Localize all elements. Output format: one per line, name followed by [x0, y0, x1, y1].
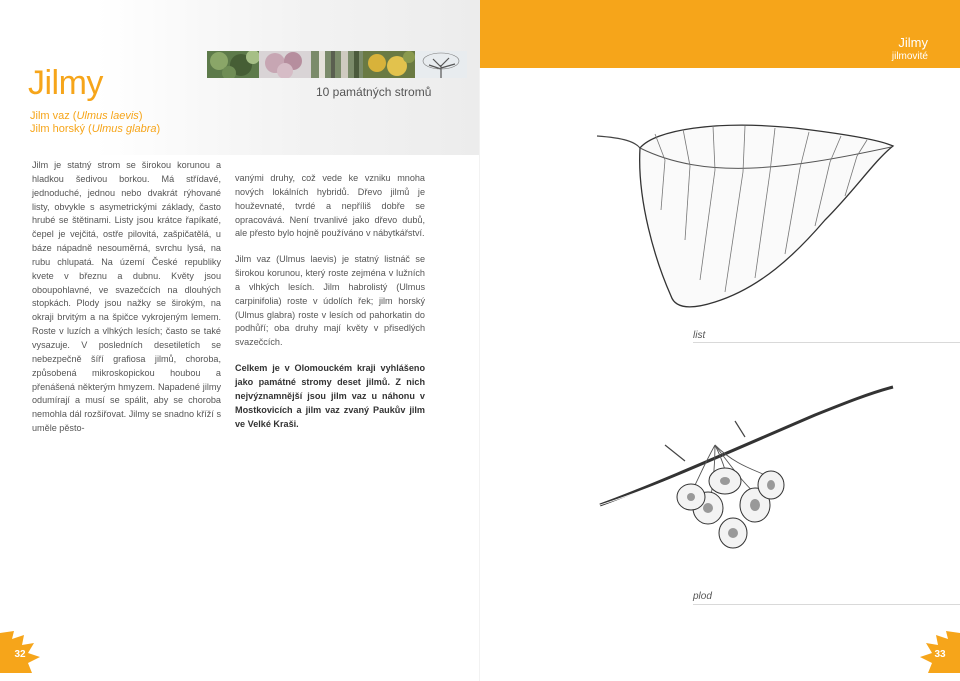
photo-strip: [207, 51, 467, 78]
highlight-paragraph: Celkem je v Olomouckém kraji vyhlášeno jako památné stromy deset jilmů. Z nich nejvýznamnější jsou jilm vaz u náhonu v Mostkovicích a jilm vaz zvaný Paukův jilm ve Velké Kraši.: [235, 363, 425, 429]
subtitle-line-1: Jilm vaz (Ulmus laevis): [30, 110, 143, 122]
body-paragraph: Jilm je statný strom se širokou korunou a hladkou šedivou borkou. Má střídavé, jednoduché, jednou nebo dvakrát rýhované listy, obvykle s asymetrickými základy, často hrubé se štětinami. Listy jsou krátce řapíkaté, čepel je vejčitá, ostře pilovitá, zašpičatělá, u báze nápadně nesouměrná, svrchu lysá, na rubu chlupatá. Na území České republiky kvete v březnu a dubnu. Květy jsou oboupohlavné, ve svazečcích na dlouhých stopkách. Plody jsou nažky se širokým, na okraji brvitým a na špičce vykrojeným lemem. Roste v luzích a vlhkých lesích; často se také vysazuje. V posledních desetiletích se nebezpečně šíří grafiosa jilmů, choroba, způsobená mikroskopickou houbou a přenášená některým hmyzem. Napadené jilmy odumírají a musí se spálit, aby se choroba nemohla dál rozšiřovat. Jilmy se snadno kříží s umělе pěsto-: [32, 160, 221, 434]
family-heading: [892, 35, 928, 62]
header-band-right: [480, 0, 960, 68]
family-title: Jilmy: [898, 35, 928, 50]
fruit-caption: plod: [693, 591, 712, 602]
subtitle-line-2: Jilm horský (Ulmus glabra): [30, 123, 161, 135]
leaf-illustration: [595, 120, 895, 320]
thumbnail-blossom: [259, 51, 311, 78]
leaf-caption: list: [693, 330, 706, 341]
text-column-2: [235, 172, 425, 443]
page-number-right: 33: [920, 631, 960, 673]
text-column-1: [32, 159, 221, 436]
series-title: 10 památných stromů: [316, 85, 432, 99]
page-title: Jilmy: [28, 64, 103, 102]
thumbnail-tree: [415, 51, 467, 78]
leaf-caption-rule: [693, 342, 960, 343]
body-paragraph: vanými druhy, což vede ke vzniku mnoha nových lokálních hybridů. Dřevo jilmů je houževnaté, tvrdé a nepříliš dobře se opracovává. Není trvanlivé jako dřevo dubů, ale přesto bylo hojně používáno v nábytkářství.: [235, 173, 425, 239]
thumbnail-autumn: [363, 51, 415, 78]
thumbnail-bark: [311, 51, 363, 78]
body-paragraph: Jilm vaz (Ulmus laevis) je statný listnáč se širokou korunou, který roste zejména v lužních a vlhkých lesích. Jilm habrolistý (Ulmus carpinifolia) roste v údolích řek; jilm horský (Ulmus glabra) roste v lesích od pahorkatin do podhůří; oba druhy mají květy v přisedlých svazečcích.: [235, 254, 425, 348]
fruit-caption-rule: [693, 604, 960, 605]
family-subtitle: jilmovité: [891, 51, 928, 62]
species-subtitle: [30, 110, 160, 136]
thumbnail-foliage: [207, 51, 259, 78]
fruit-illustration: [595, 375, 895, 570]
spread-divider: [479, 68, 480, 681]
page-number-left: 32: [0, 631, 40, 673]
